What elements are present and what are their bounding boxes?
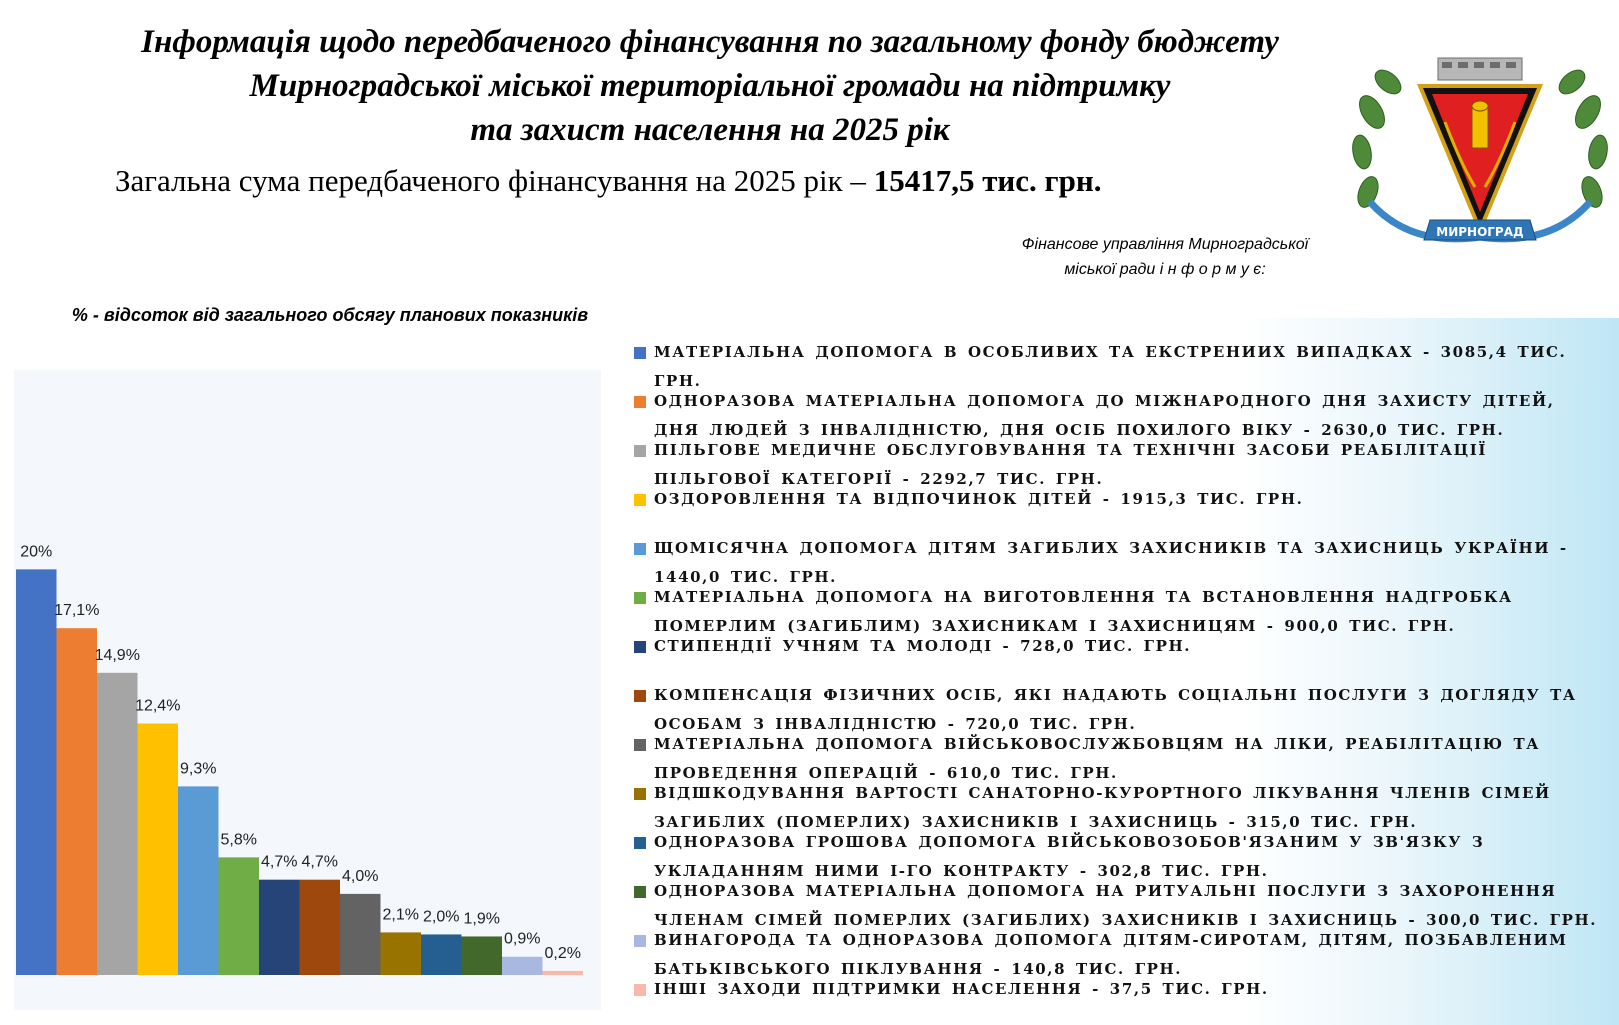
legend-label-4: ОЗДОРОВЛЕННЯ ТА ВІДПОЧИНОК ДІТЕЙ - 1915,3 ТИС. ГРН.	[654, 490, 1304, 508]
legend-label-13: ВИНАГОРОДА ТА ОДНОРАЗОВА ДОПОМОГА ДІТЯМ-СИРОТАМ, ДІТЯМ, ПОЗБАВЛЕНИМ БАТЬКІВСЬКОГО ПІКЛУВАННЯ - 140,8 ТИС. ГРН.	[654, 931, 1568, 978]
legend-marker-4	[634, 494, 646, 506]
title-line-3: та захист населення на 2025 рік	[470, 112, 950, 148]
chart-plot-area	[14, 370, 601, 1010]
legend-label-8: КОМПЕНСАЦІЯ ФІЗИЧНИХ ОСІБ, ЯКІ НАДАЮТЬ СОЦІАЛЬНІ ПОСЛУГИ З ДОГЛЯДУ ТА ОСОБАМ З ІНВАЛІДНІСТЮ - 720,0 ТИС. ГРН.	[654, 686, 1577, 733]
bar-data-label-5: 9,3%	[180, 760, 217, 778]
legend-marker-9	[634, 739, 646, 751]
informs-line-1: Фінансове управління Мирноградської	[1021, 236, 1309, 253]
bar-data-label-4: 12,4%	[135, 697, 181, 715]
legend-marker-8	[634, 690, 646, 702]
bar-5	[178, 786, 219, 975]
legend-marker-6	[634, 592, 646, 604]
informs-line-2: міської ради і н ф о р м у є:	[1064, 261, 1266, 278]
bar-data-label-12: 1,9%	[463, 910, 500, 928]
legend-marker-10	[634, 788, 646, 800]
bar-chart	[14, 370, 601, 1010]
legend-marker-7	[634, 641, 646, 653]
page-title	[100, 20, 1320, 152]
legend-marker-2	[634, 396, 646, 408]
bar-data-label-9: 4,0%	[342, 867, 379, 885]
bar-4	[138, 724, 179, 975]
chart-legend	[624, 318, 1619, 1025]
legend-marker-3	[634, 445, 646, 457]
bar-6	[219, 857, 260, 975]
legend-marker-11	[634, 837, 646, 849]
bar-3	[97, 673, 138, 975]
bar-data-label-1: 20%	[20, 543, 53, 561]
total-prefix: Загальна сума передбаченого фінансування на 2025 рік –	[115, 163, 874, 198]
legend-label-1: МАТЕРІАЛЬНА ДОПОМОГА В ОСОБЛИВИХ ТА ЕКСТРЕНИИХ ВИПАДКАХ - 3085,4 ТИС. ГРН.	[654, 343, 1567, 390]
informs-note	[975, 232, 1355, 282]
legend-marker-14	[634, 984, 646, 996]
legend-label-3: ПІЛЬГОВЕ МЕДИЧНЕ ОБСЛУГОВУВАННЯ ТА ТЕХНІЧНІ ЗАСОБИ РЕАБІЛІТАЦІЇ ПІЛЬГОВОЇ КАТЕГОРІЇ - 2292,7 ТИС. ГРН.	[654, 441, 1488, 488]
legend-label-6: МАТЕРІАЛЬНА ДОПОМОГА НА ВИГОТОВЛЕННЯ ТА ВСТАНОВЛЕННЯ НАДГРОБКА ПОМЕРЛИМ (ЗАГИБЛИМ) ЗАХИСНИКАМ І ЗАХИСНИЦЯМ - 900,0 ТИС. ГРН.	[654, 588, 1513, 635]
total-value: 15417,5 тис. грн.	[873, 163, 1102, 198]
chart-title: % - відсоток від загального обсягу планових показників	[71, 305, 589, 325]
legend-label-2: ОДНОРАЗОВА МАТЕРІАЛЬНА ДОПОМОГА ДО МІЖНАРОДНОГО ДНЯ ЗАХИСТУ ДІТЕЙ, ДНЯ ЛЮДЕЙ З ІНВАЛІДНІСТЮ, ДНЯ ОСІБ ПОХИЛОГО ВІКУ - 2630,0 ТИС. ГРН.	[654, 392, 1555, 439]
legend-label-14: ІНШІ ЗАХОДИ ПІДТРИМКИ НАСЕЛЕННЯ - 37,5 ТИС. ГРН.	[654, 980, 1269, 998]
legend-label-5: ЩОМІСЯЧНА ДОПОМОГА ДІТЯМ ЗАГИБЛИХ ЗАХИСНИКІВ ТА ЗАХИСНИЦЬ УКРАЇНИ - 1440,0 ТИС. ГРН.	[654, 539, 1568, 586]
bar-1	[16, 569, 57, 975]
bar-data-label-11: 2,0%	[423, 908, 460, 926]
bar-8	[300, 880, 341, 975]
bar-11	[421, 934, 462, 975]
total-funding-line	[115, 163, 1101, 199]
bar-10	[381, 932, 422, 975]
legend-marker-13	[634, 935, 646, 947]
bar-data-label-6: 5,8%	[220, 831, 257, 849]
legend-label-9: МАТЕРІАЛЬНА ДОПОМОГА ВІЙСЬКОВОСЛУЖБОВЦЯМ НА ЛІКИ, РЕАБІЛІТАЦІЮ ТА ПРОВЕДЕННЯ ОПЕРАЦІЙ - 610,0 ТИС. ГРН.	[654, 735, 1541, 782]
emblem-banner-text: МИРНОГРАД	[1436, 225, 1524, 239]
city-coat-of-arms-icon	[1350, 52, 1610, 262]
bar-data-label-14: 0,2%	[544, 944, 581, 962]
bar-7	[259, 880, 300, 975]
bar-data-label-8: 4,7%	[301, 853, 338, 871]
bar-14	[543, 971, 584, 975]
bar-data-label-3: 14,9%	[94, 646, 140, 664]
legend-marker-12	[634, 886, 646, 898]
bar-data-label-2: 17,1%	[54, 602, 100, 620]
legend-label-11: ОДНОРАЗОВА ГРОШОВА ДОПОМОГА ВІЙСЬКОВОЗОБОВ'ЯЗАНИМ У ЗВ'ЯЗКУ З УКЛАДАННЯМ НИМИ І-ГО КОНТРАКТУ - 302,8 ТИС. ГРН.	[654, 833, 1485, 880]
bar-2	[57, 628, 98, 975]
bar-data-label-13: 0,9%	[504, 930, 541, 948]
title-line-1: Інформація щодо передбаченого фінансування по загальному фонду бюджету	[141, 24, 1279, 60]
legend-label-12: ОДНОРАЗОВА МАТЕРІАЛЬНА ДОПОМОГА НА РИТУАЛЬНІ ПОСЛУГИ З ЗАХОРОНЕННЯ ЧЛЕНАМ СІМЕЙ ПОМЕРЛИХ (ЗАГИБЛИХ) ЗАХИСНИКІВ І ЗАХИСНИЦЬ - 300,0 ТИС. ГРН.	[654, 882, 1598, 929]
legend-label-10: ВІДШКОДУВАННЯ ВАРТОСТІ САНАТОРНО-КУРОРТНОГО ЛІКУВАННЯ ЧЛЕНІВ СІМЕЙ ЗАГИБЛИХ (ПОМЕРЛИХ) ЗАХИСНИКІВ І ЗАХИСНИЦЬ - 315,0 ТИС. ГРН.	[654, 784, 1551, 831]
bar-12	[462, 936, 503, 975]
bar-13	[502, 957, 543, 975]
bar-data-label-7: 4,7%	[261, 853, 298, 871]
bar-data-label-10: 2,1%	[382, 906, 419, 924]
legend-marker-5	[634, 543, 646, 555]
title-line-2: Мирноградської міської територіальної громади на підтримку	[249, 68, 1171, 104]
bar-9	[340, 894, 381, 975]
legend-marker-1	[634, 347, 646, 359]
legend-label-7: СТИПЕНДІЇ УЧНЯМ ТА МОЛОДІ - 728,0 ТИС. ГРН.	[654, 637, 1192, 655]
